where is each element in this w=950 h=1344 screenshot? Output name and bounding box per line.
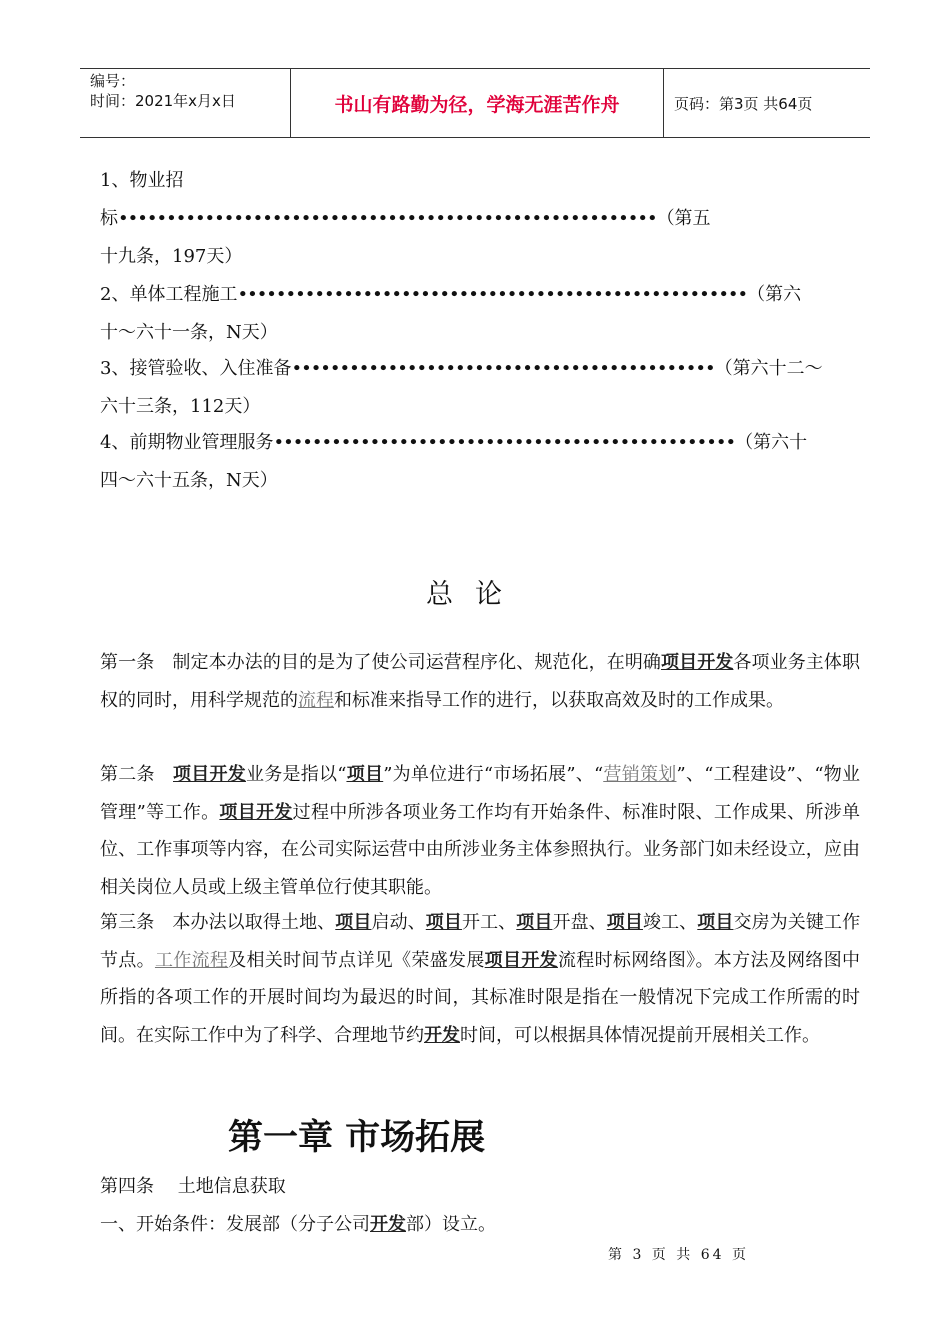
keyword-link[interactable]: 项目开发 (173, 764, 246, 785)
keyword-link[interactable]: 工作流程 (154, 949, 229, 971)
text: 流程时标网络图》。本方法及网络图中所指的各项工作的开展时间均为最迟的时间，其标准时限是指在一般情况下完成工作所需的时间。在实际工作中为了科学、合理地节约 (100, 949, 861, 1046)
text: 和标准来指导工作的进行，以获取高效及时的工作成果。 (334, 689, 784, 711)
chapter-title: 第一章 市场拓展 (228, 1118, 486, 1158)
toc-leader-dots: •••••••••••••••••••••••••••••••••••••••••••••••••••••••• (118, 208, 657, 229)
keyword-link[interactable]: 项目 (606, 912, 643, 933)
toc-label: 标 (100, 208, 118, 229)
header-meta-cell (80, 69, 291, 137)
keyword-link[interactable]: 项目 (697, 912, 734, 933)
text: ”为单位进行“市场拓展”、“ (383, 764, 604, 785)
toc-label: 1、物业招 (100, 170, 184, 191)
article-2 (100, 756, 860, 906)
keyword-link[interactable]: 项目 (335, 912, 372, 933)
number-label: 编号： (90, 72, 136, 90)
page-header (80, 68, 870, 138)
toc-label: 2、单体工程施工 (100, 284, 238, 305)
toc-ref-cont: 十～六十一条，N天） (100, 322, 278, 343)
toc-ref-cont: 四～六十五条，N天） (100, 470, 278, 491)
page-info: 页码：第3页 共64页 (674, 94, 813, 113)
text: 第三条 本办法以取得土地、 (100, 912, 336, 933)
toc-item-1-line (100, 200, 711, 276)
text: 第一条 制定本办法的目的是为了使公司运营程序化、规范化，在明确 (100, 652, 662, 673)
item-1 (100, 1210, 496, 1236)
text: 一、开始条件：发展部（分子公司 (100, 1214, 370, 1235)
motto: 书山有路勤为径，学海无涯苦作舟 (291, 69, 664, 137)
toc-label: 4、前期物业管理服务 (100, 432, 274, 453)
keyword-link[interactable]: 项目开发 (219, 801, 293, 823)
keyword-link[interactable]: 流程 (298, 689, 334, 711)
text: 部）设立。 (406, 1214, 496, 1235)
text: 业务是指以“ (246, 764, 347, 785)
text: 启动、 (371, 912, 426, 933)
toc-item-1 (100, 162, 183, 200)
toc-ref: （第六十二～ (714, 358, 823, 379)
toc-label: 3、接管验收、入住准备 (100, 358, 292, 379)
text: 第二条 (100, 764, 173, 785)
text: 开盘、 (552, 912, 607, 933)
keyword-link[interactable]: 项目开发 (484, 949, 558, 971)
section-title: 总论 (426, 579, 524, 610)
keyword-link[interactable]: 开发 (424, 1024, 460, 1046)
toc-item-4 (100, 424, 807, 500)
toc-leader-dots: ••••••••••••••••••••••••••••••••••••••••••••••••••••• (237, 284, 748, 305)
keyword-link[interactable]: 营销策划 (603, 764, 677, 785)
text: ”、“工程建设”、“物业管理”等工作。 (100, 764, 861, 823)
text: 过程中所涉各项业务工作均有开始条件、标准时限、工作成果、所涉单位、工作事项等内容，在公司实际运营中由所涉业务主体参照执行。业务部门如未经设立，应由相关岗位人员或上级主管单位行使其职能。 (100, 801, 861, 898)
toc-ref: （第五 (656, 208, 711, 229)
keyword-link[interactable]: 项目开发 (661, 652, 734, 673)
text: 及相关时间节点详见《荣盛发展 (228, 949, 485, 971)
toc-ref-cont: 六十三条，112天） (100, 396, 261, 417)
keyword-link[interactable]: 项目 (516, 912, 553, 933)
keyword-link[interactable]: 项目 (346, 764, 384, 785)
toc-ref: （第六 (747, 284, 802, 305)
toc-ref-cont: 十九条，197天） (100, 246, 243, 267)
article-3 (100, 904, 860, 1054)
text: 交房为关键工作节点。 (100, 912, 861, 971)
text: 时间，可以根据具体情况提前开展相关工作。 (460, 1024, 820, 1046)
text: 各项业务主体职权的同时，用科学规范的 (100, 652, 861, 711)
text: 开工、 (461, 912, 517, 933)
toc-ref: （第六十 (735, 432, 808, 453)
toc-item-3 (100, 350, 823, 426)
article-4-heading: 第四条 土地信息获取 (100, 1176, 286, 1197)
toc-item-2 (100, 276, 801, 352)
page-footer: 第 3 页 共 64 页 (608, 1247, 749, 1263)
text: 竣工、 (642, 912, 698, 933)
toc-leader-dots: •••••••••••••••••••••••••••••••••••••••••••••••• (273, 432, 736, 453)
keyword-link[interactable]: 开发 (370, 1214, 406, 1235)
keyword-link[interactable]: 项目 (425, 912, 462, 933)
article-1 (100, 644, 860, 719)
toc-leader-dots: •••••••••••••••••••••••••••••••••••••••••••• (291, 358, 715, 379)
time-label: 时间：2021年x月x日 (90, 92, 236, 110)
